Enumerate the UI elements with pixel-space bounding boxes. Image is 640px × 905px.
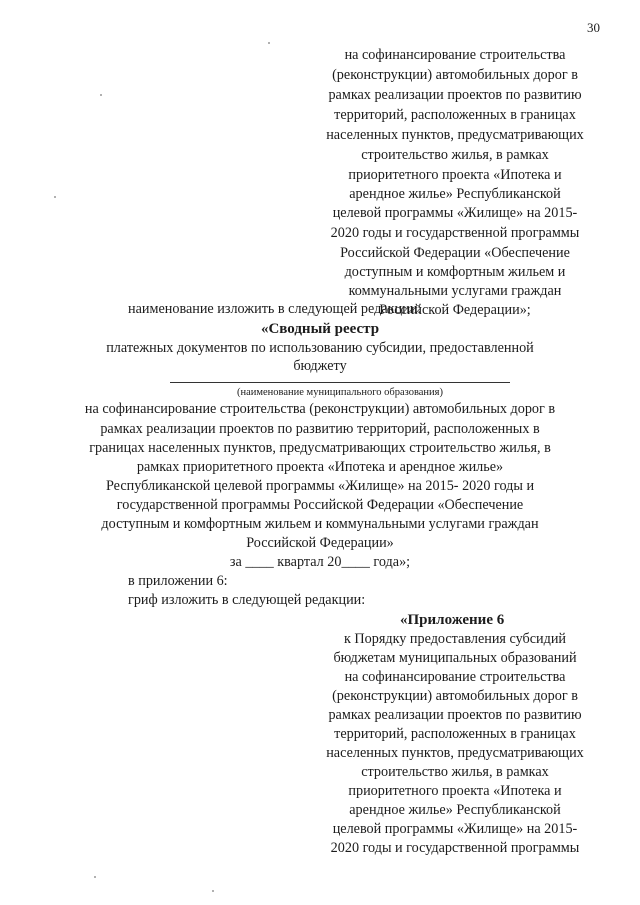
top-block-line: арендное жилье» Республиканской (349, 186, 561, 202)
middle-block-line: Российской Федерации» (246, 535, 394, 551)
instruction-appendix: в приложении 6: (128, 573, 228, 589)
appendix-block-line: приоритетного проекта «Ипотека и (348, 783, 562, 799)
top-block-line: на софинансирование строительства (344, 47, 566, 63)
field-caption: (наименование муниципального образования) (236, 387, 444, 398)
top-block-line: (реконструкции) автомобильных дорог в (332, 67, 578, 83)
middle-block-line: рамках реализации проектов по развитию территорий, расположенных в (100, 421, 540, 437)
appendix-block-line: арендное жилье» Республиканской (349, 802, 561, 818)
top-block-line: целевой программы «Жилище» на 2015- (332, 205, 578, 221)
appendix-block-line: рамках реализации проектов по развитию (328, 707, 582, 723)
scan-speck (268, 42, 270, 44)
top-block-line: Российской Федерации «Обеспечение (340, 245, 570, 261)
appendix-block-line: строительство жилья, в рамках (361, 764, 549, 780)
instruction-rename: наименование изложить в следующей редакции: (128, 301, 422, 317)
top-block-line: рамках реализации проектов по развитию (328, 87, 582, 103)
scan-speck (100, 94, 102, 96)
middle-block-line: на софинансирование строительства (реконструкции) автомобильных дорог в (84, 401, 556, 417)
top-block-line: Российской Федерации»; (379, 302, 531, 318)
appendix-block-line: территорий, расположенных в границах (334, 726, 576, 742)
middle-block-line: рамках приоритетного проекта «Ипотека и арендное жилье» (136, 459, 504, 475)
appendix-block-line: целевой программы «Жилище» на 2015- (332, 821, 578, 837)
scan-speck (212, 890, 214, 892)
page-number: 30 (587, 20, 600, 35)
appendix-block-line: 2020 годы и государственной программы (330, 840, 580, 856)
scan-speck (54, 196, 56, 198)
top-block-line: строительство жилья, в рамках (361, 147, 549, 163)
top-block-line: 2020 годы и государственной программы (330, 225, 580, 241)
top-block-line: доступным и комфортным жильем и (344, 264, 566, 280)
instruction-stamp: гриф изложить в следующей редакции: (128, 592, 366, 608)
register-title: «Сводный реестр (260, 321, 380, 337)
top-block-line: территорий, расположенных в границах (334, 107, 576, 123)
middle-block-line: границах населенных пунктов, предусматривающих строительство жилья, в (89, 440, 551, 456)
appendix-block-line: (реконструкции) автомобильных дорог в (332, 688, 578, 704)
municipality-name-field-line (170, 382, 510, 383)
appendix-block-line: населенных пунктов, предусматривающих (326, 745, 584, 761)
scan-speck (94, 876, 96, 878)
top-block-line: населенных пунктов, предусматривающих (326, 127, 584, 143)
middle-block-line: государственной программы Российской Федерации «Обеспечение (116, 497, 524, 513)
period-line: за ____ квартал 20____ года»; (229, 554, 411, 570)
register-subtitle-line: бюджету (293, 358, 347, 374)
middle-block-line: доступным и комфортным жильем и коммунальными услугами граждан (101, 516, 539, 532)
register-subtitle-line: платежных документов по использованию субсидии, предоставленной (106, 340, 534, 356)
appendix-title: «Приложение 6 (400, 612, 505, 628)
top-block-line: коммунальными услугами граждан (348, 283, 562, 299)
appendix-block-line: на софинансирование строительства (344, 669, 566, 685)
appendix-block-line: к Порядку предоставления субсидий (343, 631, 567, 647)
appendix-block-line: бюджетам муниципальных образований (333, 650, 577, 666)
middle-block-line: Республиканской целевой программы «Жилище» на 2015- 2020 годы и (105, 478, 535, 494)
top-block-line: приоритетного проекта «Ипотека и (348, 167, 562, 183)
